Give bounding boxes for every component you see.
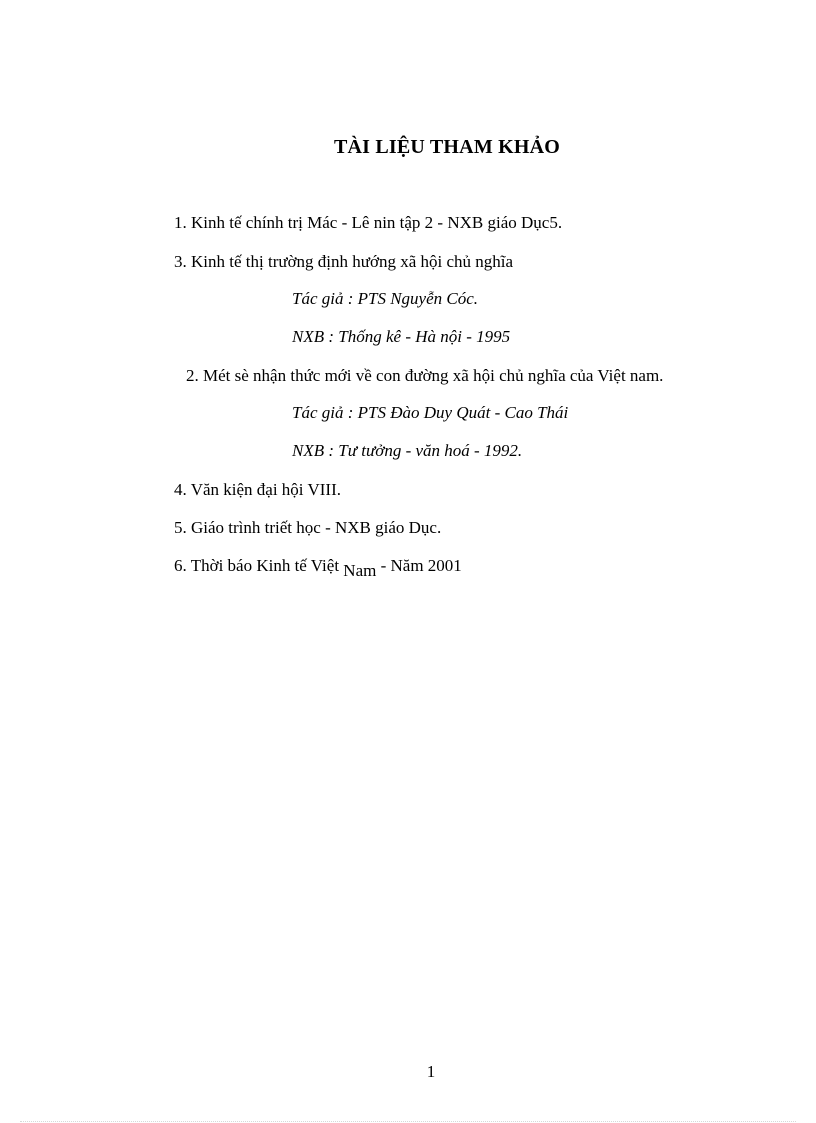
footer-divider (20, 1121, 796, 1122)
page-title: TÀI LIỆU THAM KHẢO (333, 136, 561, 158)
reference-item-3: 3. Kinh tế thị trường định hướng xã hội chủ nghĩa (174, 252, 514, 271)
reference-author: Tác giả : PTS Nguyễn Cóc. (292, 289, 479, 308)
reference-item-4: 4. Văn kiện đại hội VIII. (174, 480, 341, 499)
reference-text: 6. Thời báo Kinh tế Việt (174, 556, 344, 575)
reference-publisher: NXB : Thống kê - Hà nội - 1995 (292, 327, 511, 346)
reference-item-2: 2. Mét sè nhận thức mới về con đường xã hội chủ nghĩa của Việt nam. (186, 366, 664, 385)
reference-subscript: Nam (343, 561, 377, 580)
reference-publisher: NXB : Tư tưởng - văn hoá - 1992. (292, 441, 523, 460)
reference-item-1: 1. Kinh tế chính trị Mác - Lê nin tập 2 - NXB giáo Dục5. (174, 213, 563, 232)
reference-item-5: 5. Giáo trình triết học - NXB giáo Dục. (174, 518, 442, 537)
page-number: 1 (426, 1062, 436, 1081)
reference-item-6 (174, 556, 462, 580)
reference-author: Tác giả : PTS Đào Duy Quát - Cao Thái (292, 403, 569, 422)
reference-text: - Năm 2001 (376, 556, 462, 575)
